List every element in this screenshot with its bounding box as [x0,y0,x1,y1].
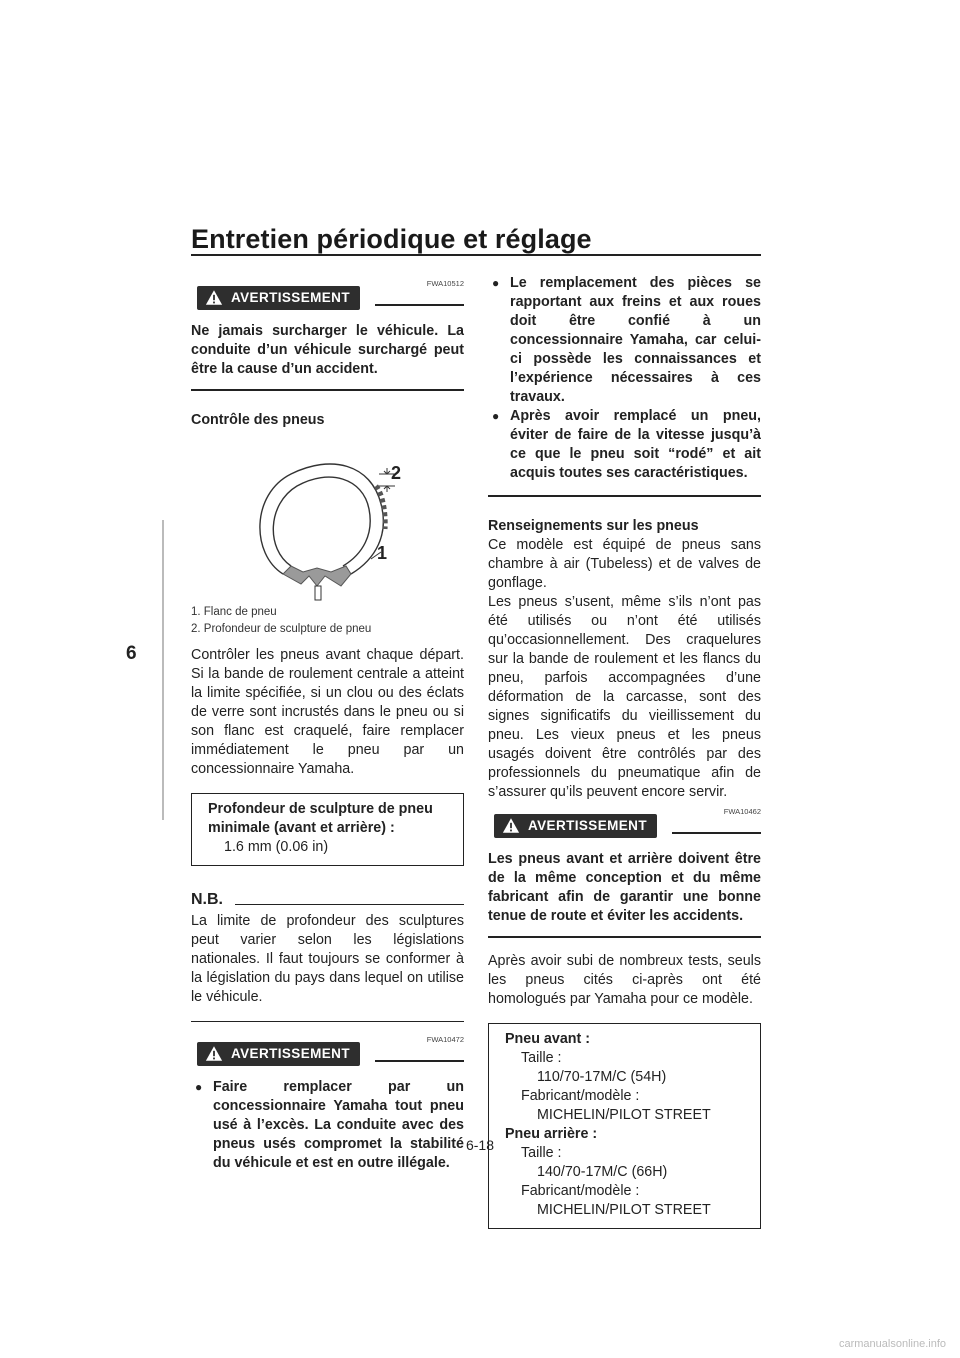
warning-rule [375,1060,464,1062]
warning-rule [672,832,761,834]
warning-header-3 [488,802,761,833]
tire-figure [191,434,464,604]
front-size-label: Taille : [521,1050,562,1066]
warning-code: FWA10512 [426,279,464,288]
warning-text: Ne jamais surcharger le véhicule. La conduite d’un véhicule surchargé peut être la cause d’un accident. [191,323,464,377]
rear-tire-label: Pneu arrière : [505,1126,598,1142]
title-rule [191,254,761,256]
warning-end-rule [191,389,464,391]
warning-code: FWA10462 [723,807,761,816]
tire-info-para-2: Les pneus s’usent, même s’ils n’ont pas été utilisés ou n’ont été utilisés qu’occasionnellement. Des craquelures sur la bande de roulement et les flancs du pneu, parfois accompagnées d’une déformation de la carcasse, sont des signes significatifs du vieillissement du pneu. Les vieux pneus et les pneus usagés doivent être contrôlés par des professionnels du pneumatique afin de s’assurer qu’ils peuvent encore servir. [488,594,761,800]
warning-bullet-2: ● Le remplacement des pièces se rapportant aux freins et aux roues doit être confié à un concessionnaire Yamaha, car celui-ci possède les connaissances et l’expérience nécessaires à ces travaux. [488,274,761,407]
tire-spec-box [488,1023,761,1229]
front-size-value: 110/70-17M/C (54H) [537,1069,667,1085]
figure-caption-2: 2. Profondeur de sculpture de pneu [191,623,372,635]
rear-make-label: Fabricant/modèle : [521,1183,640,1199]
nb-header [191,890,464,912]
warning-badge [197,1042,360,1066]
front-make-value: MICHELIN/PILOT STREET [537,1107,711,1123]
front-tire-label: Pneu avant : [505,1031,591,1047]
right-column [488,274,761,1229]
warning-code: FWA10472 [426,1035,464,1044]
front-make-label: Fabricant/modèle : [521,1088,640,1104]
warning-badge [494,814,657,838]
tread-depth-spec-box [191,793,464,866]
warning-header-1 [191,274,464,305]
section-title-tire-check: Contrôle des pneus [191,412,325,428]
warning-end-rule [488,495,761,497]
spec-label: Profondeur de sculpture de pneu minimale (avant et arrière) : [208,801,433,836]
warning-label: AVERTISSEMENT [231,1046,350,1061]
warning-text: Les pneus avant et arrière doivent être de la même conception et du même fabricant afin de garantir une bonne tenue de route et éviter les accidents. [488,851,761,924]
page-number: 6-18 [465,1137,495,1153]
nb-text: La limite de profondeur des sculptures peut varier selon les législations nationales. Il faut toujours se conformer à la législation du pays dans lequel on utilise le véhicule. [191,913,464,1005]
warning-triangle-icon [205,1045,223,1062]
warning-label: AVERTISSEMENT [528,818,647,833]
rear-make-value: MICHELIN/PILOT STREET [537,1202,711,1218]
figure-caption-1: 1. Flanc de pneu [191,606,277,618]
nb-rule [235,904,464,905]
section-title-tire-info: Renseignements sur les pneus [488,518,699,534]
callout-2: 2 [391,463,402,483]
tire-info-para-1: Ce modèle est équipé de pneus sans chambre à air (Tubeless) et de valves de gonflage. [488,537,761,591]
callout-1: 1 [377,543,388,563]
tire-check-body: Contrôler les pneus avant chaque départ. Si la bande de roulement centrale a atteint la limite spécifiée, si un clou ou des éclats de verre sont incrustés dans le pneu ou si son flanc est craquelé, faire remplacer immédiatement le pneu par un concessionnaire Yamaha. [191,647,464,777]
page-title: Entretien périodique et réglage [191,224,592,254]
left-column [191,274,464,1173]
homologation-text: Après avoir subi de nombreux tests, seuls les pneus cités ci-après ont été homologués par Yamaha pour ce modèle. [488,953,761,1007]
chapter-number: 6 [126,643,137,664]
nb-label: N.B. [191,891,223,908]
rear-size-value: 140/70-17M/C (66H) [537,1164,668,1180]
chapter-bar [162,520,164,820]
warning-badge [197,286,360,310]
warning-triangle-icon [205,289,223,306]
warning-triangle-icon [502,817,520,834]
warning-label: AVERTISSEMENT [231,290,350,305]
tire-cross-section-diagram [191,434,464,604]
warning-bullet-3: ● Après avoir remplacé un pneu, éviter de faire de la vitesse jusqu’à ce que le pneu soit “rodé” et ait acquis toutes ses caractéristiques. [488,407,761,483]
nb-end-rule [191,1021,464,1022]
warning-header-2 [191,1030,464,1061]
watermark: carmanualsonline.info [838,1338,946,1350]
warning-bullet-1: ● Faire remplacer par un concessionnaire Yamaha tout pneu usé à l’excès. La conduite avec des pneus usés compromet la stabilité du véhicule et est en outre illégale. [191,1078,464,1173]
warning-end-rule [488,936,761,938]
warning-rule [375,304,464,306]
rear-size-label: Taille : [521,1145,562,1161]
spec-value: 1.6 mm (0.06 in) [224,839,329,855]
